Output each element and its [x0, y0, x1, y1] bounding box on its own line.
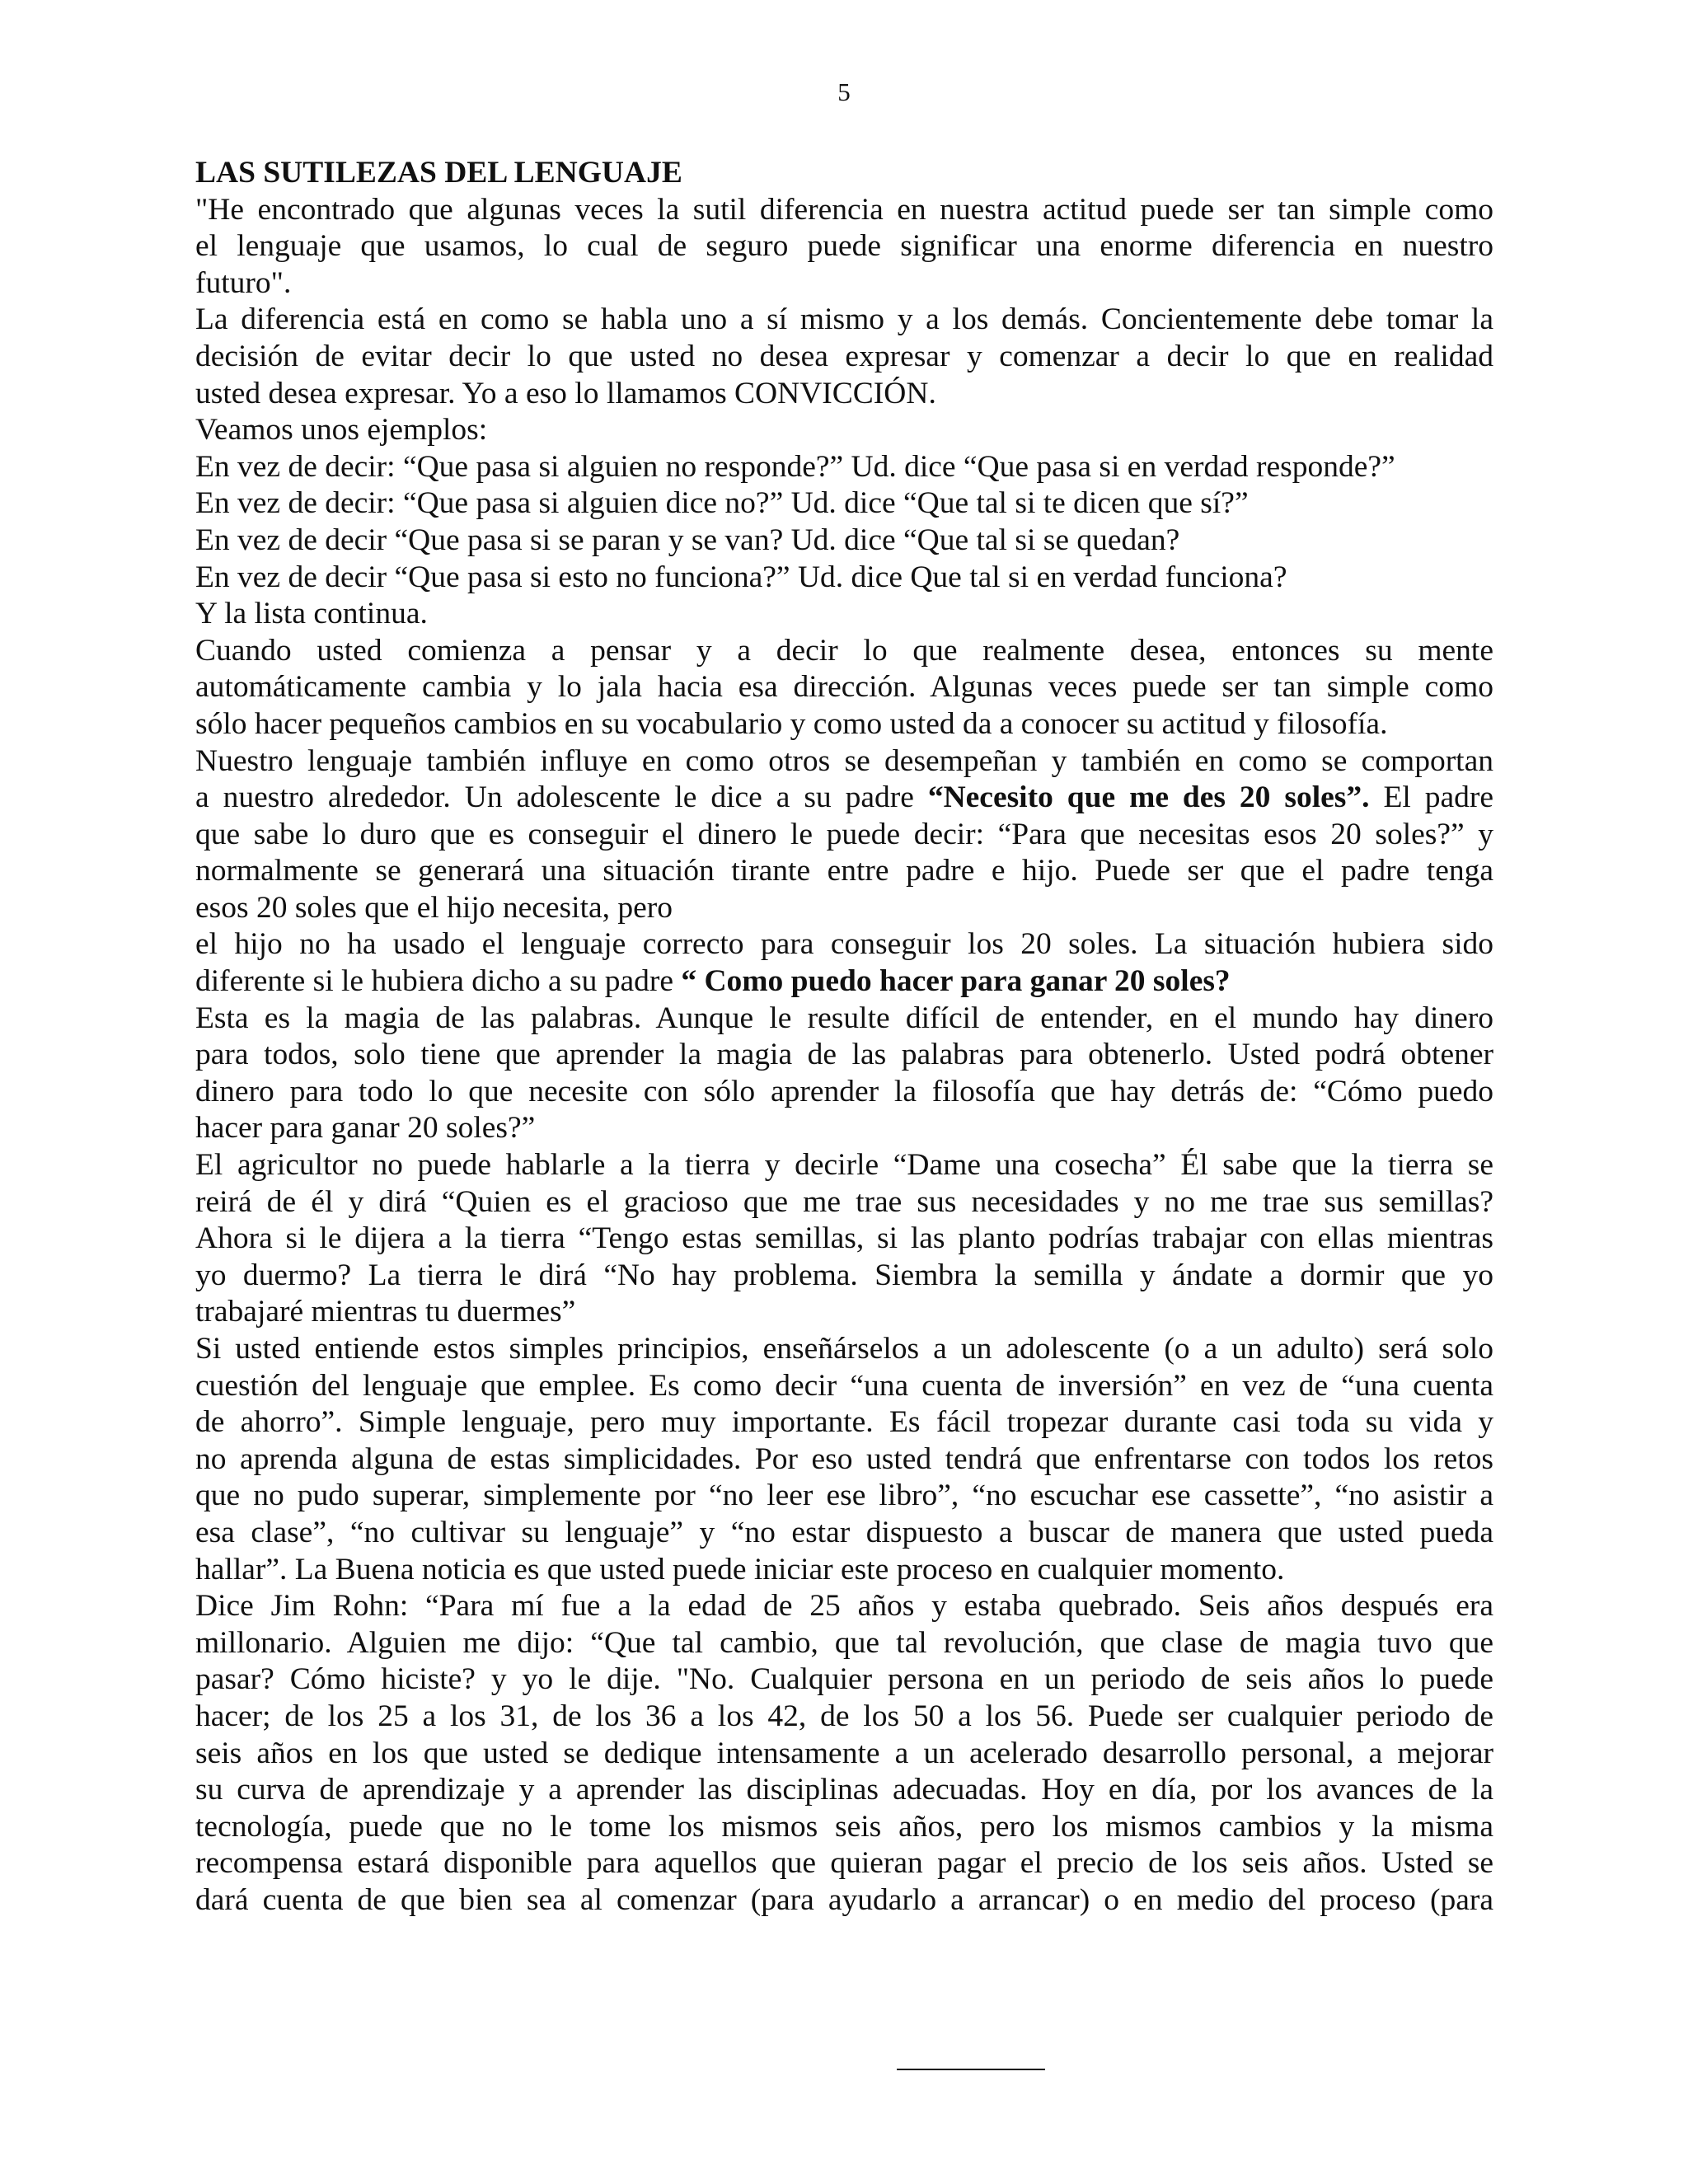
text-line: En vez de decir “Que pasa si se paran y se van? Ud. dice “Que tal si se quedan?	[195, 523, 1180, 557]
text-line: seis años en los que usted se dedique intensamente a un acelerado desarrollo personal, a mejorar	[195, 1736, 1493, 1770]
text-line: Si usted entiende estos simples principios, enseñárselos a un adolescente (o a un adulto) será solo	[195, 1332, 1493, 1366]
text-line: automáticamente cambia y lo jala hacia esa dirección. Algunas veces puede ser tan simple como	[195, 670, 1493, 705]
text-line: Veamos unos ejemplos:	[195, 413, 488, 448]
text-line: el lenguaje que usamos, lo cual de seguro puede significar una enorme diferencia en nuestro	[195, 229, 1493, 264]
text-line: esos 20 soles que el hijo necesita, pero	[195, 890, 673, 925]
text-line: el hijo no ha usado el lenguaje correcto para conseguir los 20 soles. La situación hubiera sido	[195, 927, 1493, 962]
page-number: 5	[837, 77, 851, 106]
text-line: sólo hacer pequeños cambios en su vocabulario y como usted da a conocer su actitud y filosofía.	[195, 706, 1388, 741]
text-line: cuestión del lenguaje que emplee. Es como decir “una cuenta de inversión” en vez de “una cuenta	[195, 1368, 1493, 1403]
text-line: que sabe lo duro que es conseguir el dinero le puede decir: “Para que necesitas esos 20 soles?” y	[195, 817, 1493, 851]
text-line: que no pudo superar, simplemente por “no leer ese libro”, “no escuchar ese cassette”, “no asistir a	[195, 1479, 1493, 1513]
text-line: En vez de decir “Que pasa si esto no funciona?” Ud. dice Que tal si en verdad funciona?	[195, 560, 1287, 594]
text-line: decisión de evitar decir lo que usted no desea expresar y comenzar a decir lo que en realidad	[195, 339, 1493, 373]
text-line	[195, 963, 1493, 1001]
text-line: usted desea expresar. Yo a eso lo llamamos CONVICCIÓN.	[195, 376, 936, 410]
text-line: hacer; de los 25 a los 31, de los 36 a los 42, de los 50 a los 56. Puede ser cualquier periodo de	[195, 1699, 1493, 1733]
text-line	[195, 780, 1493, 817]
text-line: pasar? Cómo hiciste? y yo le dije. "No. Cualquier persona en un periodo de seis años lo puede	[195, 1662, 1493, 1697]
text-line: Dice Jim Rohn: “Para mí fue a la edad de 25 años y estaba quebrado. Seis años después era	[195, 1589, 1493, 1624]
text-line: El agricultor no puede hablarle a la tierra y decirle “Dame una cosecha” Él sabe que la tierra se	[195, 1148, 1493, 1183]
text-line: para todos, solo tiene que aprender la magia de las palabras para obtenerlo. Usted podrá obtener	[195, 1038, 1493, 1072]
document-body	[195, 155, 1493, 1919]
text-line: tecnología, puede que no le tome los mismos seis años, pero los mismos cambios y la misma	[195, 1809, 1493, 1844]
text-line: En vez de decir: “Que pasa si alguien no responde?” Ud. dice “Que pasa si en verdad responde?”	[195, 449, 1395, 484]
bold-phrase: “ Como puedo hacer para ganar 20 soles?	[681, 964, 1231, 999]
text-line: hallar”. La Buena noticia es que usted puede iniciar este proceso en cualquier momento.	[195, 1552, 1285, 1586]
text-line: Nuestro lenguaje también influye en como otros se desempeñan y también en como se comportan	[195, 743, 1493, 778]
text-line: su curva de aprendizaje y a aprender las disciplinas adecuadas. Hoy en día, por los avances de la	[195, 1773, 1493, 1807]
text-segment: a nuestro alrededor. Un adolescente le dice a su padre	[195, 780, 928, 815]
footer-rule	[897, 2069, 1045, 2070]
text-line: esa clase”, “no cultivar su lenguaje” y “no estar dispuesto a buscar de manera que usted pueda	[195, 1515, 1493, 1549]
text-line: hacer para ganar 20 soles?”	[195, 1111, 536, 1146]
text-line: futuro".	[195, 265, 292, 300]
text-line: recompensa estará disponible para aquellos que quieran pagar el precio de los seis años. Usted se	[195, 1846, 1493, 1881]
text-line: dinero para todo lo que necesite con sólo aprender la filosofía que hay detrás de: “Cómo puedo	[195, 1074, 1493, 1108]
text-line: Cuando usted comienza a pensar y a decir lo que realmente desea, entonces su mente	[195, 633, 1493, 668]
section-title: LAS SUTILEZAS DEL LENGUAJE	[195, 156, 682, 190]
text-segment: diferente si le hubiera dicho a su padre	[195, 964, 682, 999]
text-line: Y la lista continua.	[195, 597, 428, 631]
text-line: En vez de decir: “Que pasa si alguien dice no?” Ud. dice “Que tal si te dicen que sí?”	[195, 486, 1249, 521]
text-line: trabajaré mientras tu duermes”	[195, 1295, 576, 1329]
text-line: Esta es la magia de las palabras. Aunque le resulte difícil de entender, en el mundo hay dinero	[195, 1001, 1493, 1035]
text-line: La diferencia está en como se habla uno a sí mismo y a los demás. Concientemente debe tomar la	[195, 302, 1493, 337]
text-line: dará cuenta de que bien sea al comenzar (para ayudarlo a arrancar) o en medio del proceso (para	[195, 1882, 1493, 1917]
text-line: de ahorro”. Simple lenguaje, pero muy importante. Es fácil tropezar durante casi toda su vida y	[195, 1405, 1493, 1440]
bold-phrase: “Necesito que me des 20 soles”.	[927, 780, 1370, 815]
text-line: Ahora si le dijera a la tierra “Tengo estas semillas, si las planto podrías trabajar con ellas mientras	[195, 1221, 1493, 1256]
text-line: no aprenda alguna de estas simplicidades. Por eso usted tendrá que enfrentarse con todos los retos	[195, 1441, 1493, 1476]
text-line: yo duermo? La tierra le dirá “No hay problema. Siembra la semilla y ándate a dormir que yo	[195, 1258, 1493, 1292]
text-line: millonario. Alguien me dijo: “Que tal cambio, que tal revolución, que clase de magia tuvo que	[195, 1625, 1493, 1660]
text-line: reirá de él y dirá “Quien es el gracioso que me trae sus necesidades y no me trae sus semillas?	[195, 1184, 1493, 1219]
text-line: normalmente se generará una situación tirante entre padre e hijo. Puede ser que el padre tenga	[195, 854, 1493, 888]
text-line: "He encontrado que algunas veces la sutil diferencia en nuestra actitud puede ser tan simple como	[195, 192, 1493, 227]
text-segment: El padre	[1369, 780, 1493, 815]
